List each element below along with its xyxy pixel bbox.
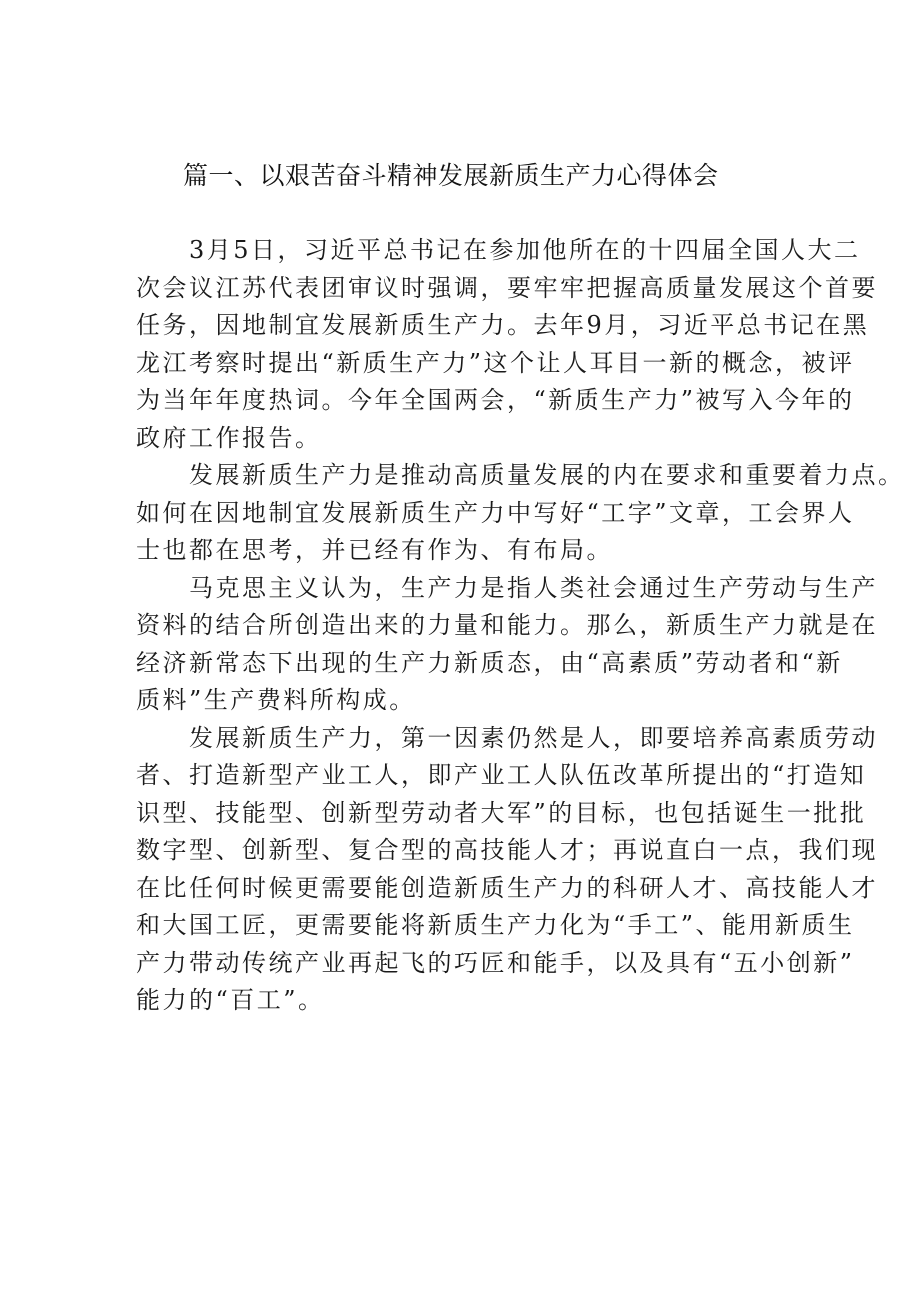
text-line: 在比任何时候更需要能创造新质生产力的科研人才、高技能人才 — [136, 873, 878, 902]
paragraph — [136, 232, 878, 457]
document-body — [136, 232, 905, 1020]
text-line: 识型、技能型、创新型劳动者大军”的目标，也包括诞生一批批 — [136, 798, 867, 827]
text-line: 3月5日，习近平总书记在参加他所在的十四届全国人大二 — [136, 236, 861, 264]
text-line: 产力带动传统产业再起飞的巧匠和能手，以及具有“五小创新” — [136, 948, 855, 977]
text-line: 发展新质生产力是推动高质量发展的内在要求和重要着力点。 — [136, 461, 905, 489]
paragraph — [136, 570, 878, 720]
text-line: 如何在因地制宜发展新质生产力中写好“工字”文章，工会界人 — [136, 498, 855, 527]
text-line: 资料的结合所创造出来的力量和能力。那么，新质生产力就是在 — [136, 611, 878, 639]
text-line: 和大国工匠，更需要能将新质生产力化为“手工”、能用新质生 — [136, 911, 855, 939]
text-line: 为当年年度热词。今年全国两会，“新质生产力”被写入今年的 — [136, 386, 855, 414]
text-line: 数字型、创新型、复合型的高技能人才；再说直白一点，我们现 — [136, 836, 878, 864]
text-line: 马克思主义认为，生产力是指人类社会通过生产劳动与生产 — [136, 573, 878, 602]
text-line: 能力的“百工”。 — [136, 986, 325, 1014]
text-line: 龙江考察时提出“新质生产力”这个让人耳目一新的概念，被评 — [136, 348, 855, 377]
text-line: 发展新质生产力，第一因素仍然是人，即要培养高素质劳动 — [136, 723, 878, 752]
text-line: 质料”生产费料所构成。 — [136, 686, 416, 714]
text-line: 任务，因地制宜发展新质生产力。去年9月，习近平总书记在黑 — [136, 311, 870, 339]
paragraph — [136, 720, 878, 1020]
text-line: 政府工作报告。 — [136, 423, 322, 452]
paragraph — [136, 457, 905, 570]
document-title: 篇一、以艰苦奋斗精神发展新质生产力心得体会 — [183, 161, 719, 190]
text-line: 士也都在思考，并已经有作为、有布局。 — [136, 536, 613, 564]
text-line: 者、打造新型产业工人，即产业工人队伍改革所提出的“打造知 — [136, 761, 867, 789]
text-line: 次会议江苏代表团审议时强调，要牢牢把握高质量发展这个首要 — [136, 273, 878, 302]
text-line: 经济新常态下出现的生产力新质态，由“高素质”劳动者和“新 — [136, 648, 843, 677]
